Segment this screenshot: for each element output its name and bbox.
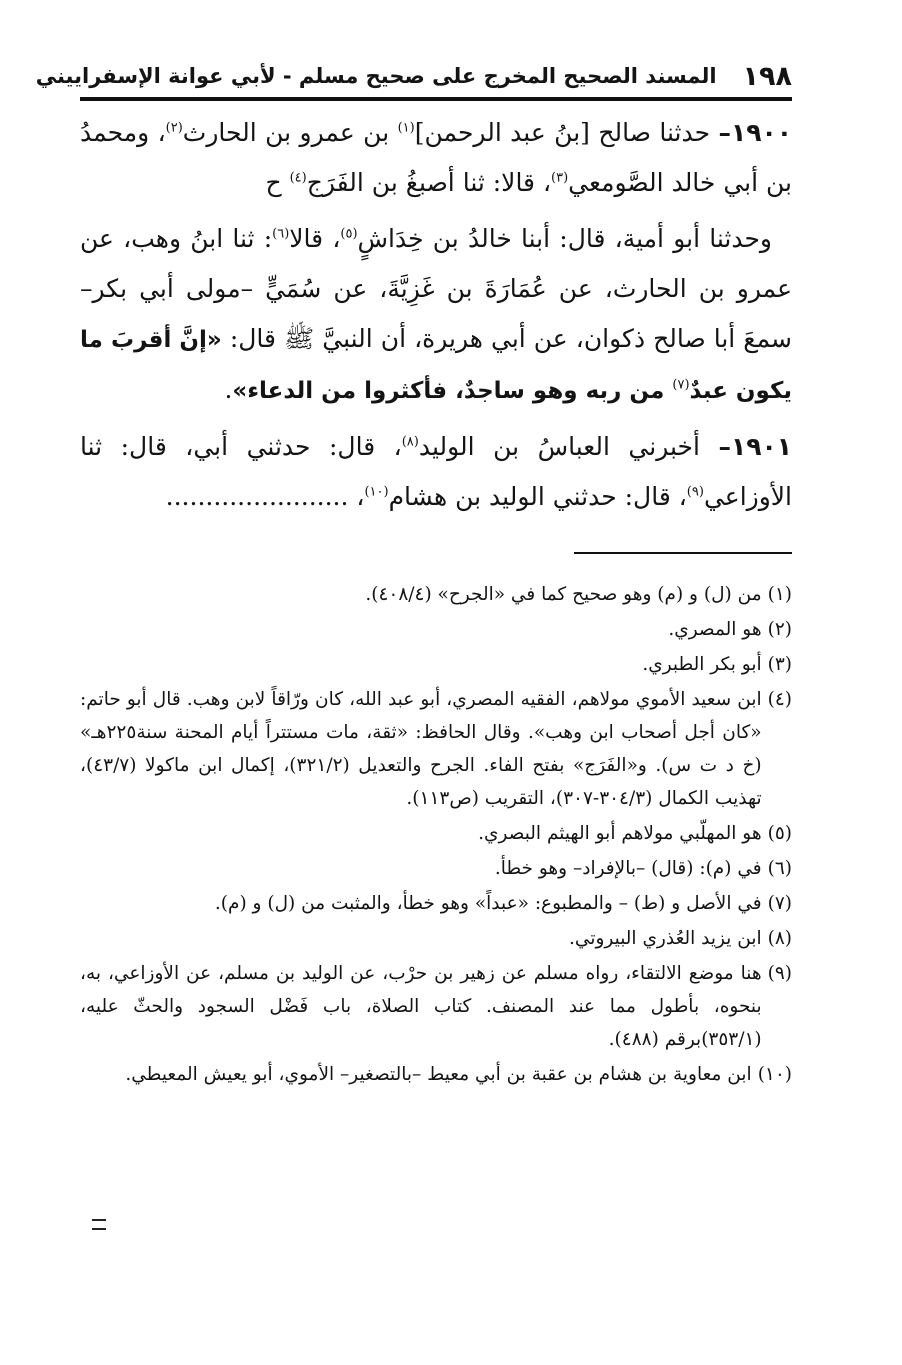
footnote-ref: (١٠) (364, 484, 389, 500)
footnote-ref: (٨) (401, 434, 419, 450)
footnote-text: هو المصري. (668, 619, 762, 640)
text-segment: حدثنا صالح [بنُ عبد الرحمن] (414, 118, 719, 147)
footnote-ref: (٦) (272, 226, 290, 242)
footnote-label: (٦) (767, 858, 792, 879)
footnote-label: (٣) (767, 654, 792, 675)
footnote (80, 922, 792, 955)
hadith-number: ١٩٠٠ (730, 118, 792, 147)
running-title: المسند الصحيح المخرج على صحيح مسلم - لأبي عوانة الإسفراييني (35, 64, 717, 88)
text-segment: ح (265, 168, 290, 197)
footnote-separator (574, 552, 792, 554)
footnote (80, 648, 792, 681)
hadith-1900-second-chain (80, 214, 792, 416)
footnote-text: من (ل) و (م) وهو صحيح كما في «الجرح» (٤٠٨/٤). (365, 584, 762, 605)
hadith-quote: «إنَّ أقربَ ما يكون عبدٌ (80, 327, 792, 404)
footnote-ref: (٣) (551, 170, 569, 186)
text-segment: ، قالا (289, 224, 341, 253)
footnote-text: ابن سعيد الأموي مولاهم، الفقيه المصري، أبو عبد الله، كان ورّاقاً لابن وهب. قال أبو حاتم: «كان أجل أصحاب ابن وهب». وقال الحافظ: «ثقة، مات مستتراً أيام المحنة سنة٢٢٥هـ» (خ د ت س). و«الفَرَج» بفتح الفاء. الجرح والتعديل (٣٢١/٢)، إكمال ابن ماكولا (٤٣/٧)، تهذيب الكمال (٣٠٤/٣-٣٠٧)، التقريب (ص١١٣). (80, 689, 762, 809)
footnote-text: هو المهلّبي مولاهم أبو الهيثم البصري. (478, 823, 762, 844)
footnote-label: (١٠) (757, 1064, 792, 1085)
footnote (80, 613, 792, 646)
footnotes (80, 578, 792, 1093)
footnote-text: ابن معاوية بن هشام بن عقبة بن أبي معيط –بالتصغير– الأموي، أبو يعيش المعيطي. (125, 1064, 752, 1085)
hadith-quote: من ربه وهو ساجدٌ، فأكثروا من الدعاء» (232, 378, 673, 404)
footnote-text: هنا موضع الالتقاء، رواه مسلم عن زهير بن حرْب، عن الوليد بن مسلم، عن الأوزاعي، به، بنحوه، بأطول مما عند المصنف. كتاب الصلاة، باب فَضْل السجود والحثّ عليه، (٣٥٣/١)برقم (٤٨٨). (80, 963, 762, 1050)
footnote-text: في (م): (قال) –بالإفراد– وهو خطأ. (494, 858, 762, 879)
footnote (80, 852, 792, 885)
hadith-number: ١٩٠١ (730, 432, 792, 461)
footnote-ref: (٧) (672, 377, 690, 393)
footnote (80, 887, 792, 920)
footnote-label: (٧) (767, 893, 792, 914)
text-segment: بن عمرو بن الحارث (182, 118, 398, 147)
footnote (80, 683, 792, 815)
footnote-text: أبو بكر الطبري. (642, 654, 762, 675)
footnote-ref: (٩) (686, 484, 704, 500)
text-segment: أخبرني العباسُ بن الوليد (418, 432, 719, 461)
text-segment: ، قالا: ثنا أصبغُ بن الفَرَج (306, 168, 552, 197)
continuation-mark (92, 1219, 106, 1230)
hadith-dash: – (718, 118, 731, 147)
text-segment: ، قال: حدثني أبي، قال: ثنا الأوزاعي (80, 432, 792, 511)
page-number: ١٩٨ (742, 60, 792, 92)
footnote-ref: (٢) (165, 120, 183, 136)
footnote-label: (٩) (767, 963, 792, 984)
footnote (80, 578, 792, 611)
footnote-ref: (٤) (289, 170, 307, 186)
text-segment: ، قال: حدثني الوليد بن هشام (388, 482, 687, 511)
text-segment: وحدثنا أبو أمية، قال: أبنا خالدُ بن خِدَاشٍ (357, 224, 772, 253)
text-segment: ، ....................... (165, 482, 365, 511)
footnote-label: (٥) (767, 823, 792, 844)
hadith-1901 (80, 422, 792, 522)
footnote-label: (١) (767, 584, 792, 605)
header-rule (80, 97, 792, 101)
footnote (80, 817, 792, 850)
hadith-dash: – (718, 432, 731, 461)
hadith-1900 (80, 108, 792, 208)
footnote-ref: (١) (397, 120, 415, 136)
footnote (80, 957, 792, 1056)
footnote-label: (٢) (767, 619, 792, 640)
text-segment: . (224, 375, 233, 404)
main-text (80, 108, 792, 528)
footnote-label: (٨) (767, 928, 792, 949)
footnote-text: في الأصل و (ط) – والمطبوع: «عبداً» وهو خطأ، والمثبت من (ل) و (م). (214, 893, 762, 914)
footnote-label: (٤) (767, 689, 792, 710)
footnote-text: ابن يزيد العُذري البيروتي. (569, 928, 762, 949)
text-segment: ، ومحمدُ بن أبي خالد الصَّومعي (80, 118, 792, 197)
footnote (80, 1058, 792, 1091)
footnote-ref: (٥) (340, 226, 358, 242)
text-segment: : ثنا ابنُ وهب، عن عمرو بن الحارث، عن عُمَارَةَ بن غَزِيَّةَ، عن سُمَيٍّ –مولى أبي بكر– سمعَ أبا صالح ذكوان، عن أبي هريرة، أن النبيَّ ﷺ قال: (80, 224, 792, 353)
page-header (35, 54, 792, 98)
